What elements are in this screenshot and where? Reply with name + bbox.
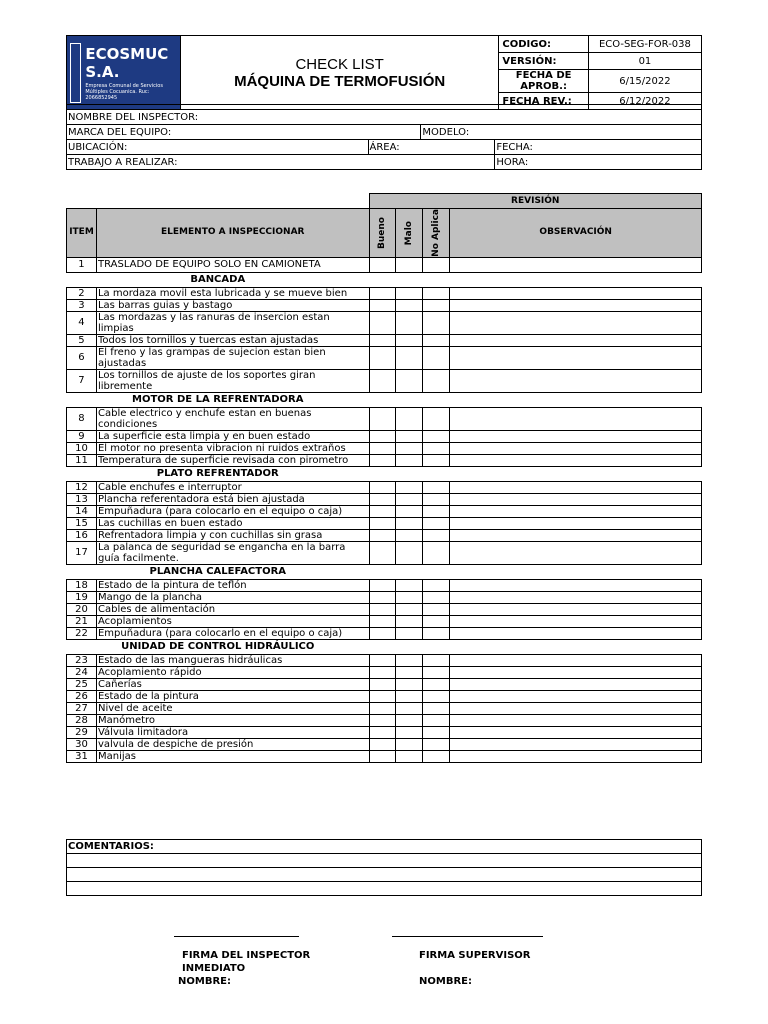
- item-text: Refrentadora limpia y con cuchillas sin grasa: [96, 529, 369, 541]
- check-noaplica[interactable]: [423, 654, 450, 666]
- check-bueno[interactable]: [369, 299, 396, 311]
- observation-cell[interactable]: [450, 541, 702, 564]
- check-malo[interactable]: [396, 257, 423, 272]
- item-text: Los tornillos de ajuste de los soportes giran libremente: [96, 369, 369, 392]
- fecha-rev-label: FECHA REV.:: [499, 93, 589, 110]
- comment-line[interactable]: [67, 854, 702, 868]
- check-malo[interactable]: [396, 481, 423, 493]
- item-text: Válvula limitadora: [96, 726, 369, 738]
- item-number: 26: [67, 690, 97, 702]
- check-malo[interactable]: [396, 726, 423, 738]
- item-number: 1: [67, 257, 97, 272]
- observation-cell[interactable]: [450, 454, 702, 466]
- check-malo[interactable]: [396, 346, 423, 369]
- check-bueno[interactable]: [369, 714, 396, 726]
- item-text: valvula de despiche de presión: [96, 738, 369, 750]
- section-spacer: [369, 272, 701, 287]
- table-row: [67, 529, 702, 541]
- check-bueno[interactable]: [369, 591, 396, 603]
- col-noaplica-label: No Aplica: [431, 209, 442, 257]
- check-noaplica[interactable]: [423, 287, 450, 299]
- check-noaplica[interactable]: [423, 442, 450, 454]
- table-row: [67, 430, 702, 442]
- check-noaplica[interactable]: [423, 750, 450, 762]
- section-row: [67, 272, 702, 287]
- modelo-field[interactable]: MODELO:: [421, 125, 702, 140]
- col-bueno-label: Bueno: [377, 216, 388, 249]
- marca-field[interactable]: MARCA DEL EQUIPO:: [67, 125, 421, 140]
- item-number: 12: [67, 481, 97, 493]
- check-noaplica[interactable]: [423, 493, 450, 505]
- check-malo[interactable]: [396, 714, 423, 726]
- item-text: Las barras guias y bastago: [96, 299, 369, 311]
- table-row: [67, 257, 702, 272]
- table-row: [67, 714, 702, 726]
- check-bueno[interactable]: [369, 454, 396, 466]
- observation-cell[interactable]: [450, 442, 702, 454]
- col-malo-label: Malo: [404, 220, 415, 246]
- check-malo[interactable]: [396, 454, 423, 466]
- item-text: Temperatura de superficie revisada con pirometro: [96, 454, 369, 466]
- check-bueno[interactable]: [369, 369, 396, 392]
- section-title: PLANCHA CALEFACTORA: [67, 564, 370, 579]
- check-noaplica[interactable]: [423, 678, 450, 690]
- check-noaplica[interactable]: [423, 299, 450, 311]
- check-noaplica[interactable]: [423, 666, 450, 678]
- inspector-field[interactable]: NOMBRE DEL INSPECTOR:: [67, 110, 702, 125]
- check-noaplica[interactable]: [423, 690, 450, 702]
- item-text: Estado de la pintura de teflón: [96, 579, 369, 591]
- table-row: [67, 493, 702, 505]
- check-noaplica[interactable]: [423, 407, 450, 430]
- title-line1: CHECK LIST: [295, 55, 384, 73]
- version-label: VERSIÓN:: [499, 53, 589, 70]
- observation-cell[interactable]: [450, 615, 702, 627]
- section-row: [67, 639, 702, 654]
- observation-cell[interactable]: [450, 678, 702, 690]
- observation-cell[interactable]: [450, 517, 702, 529]
- check-noaplica[interactable]: [423, 726, 450, 738]
- col-obs-header: OBSERVACIÓN: [450, 209, 702, 258]
- hora-field[interactable]: HORA:: [495, 155, 702, 170]
- table-row: [67, 505, 702, 517]
- item-number: 29: [67, 726, 97, 738]
- item-number: 16: [67, 529, 97, 541]
- section-row: [67, 564, 702, 579]
- check-malo[interactable]: [396, 287, 423, 299]
- item-number: 5: [67, 334, 97, 346]
- check-malo[interactable]: [396, 750, 423, 762]
- check-bueno[interactable]: [369, 430, 396, 442]
- check-bueno[interactable]: [369, 334, 396, 346]
- check-malo[interactable]: [396, 407, 423, 430]
- observation-cell[interactable]: [450, 287, 702, 299]
- check-bueno[interactable]: [369, 690, 396, 702]
- company-logo: [67, 36, 181, 110]
- check-malo[interactable]: [396, 505, 423, 517]
- check-noaplica[interactable]: [423, 257, 450, 272]
- table-row: [67, 726, 702, 738]
- table-row: [67, 690, 702, 702]
- check-malo[interactable]: [396, 678, 423, 690]
- observation-cell[interactable]: [450, 726, 702, 738]
- table-row: [67, 654, 702, 666]
- table-row: [67, 481, 702, 493]
- observation-cell[interactable]: [450, 591, 702, 603]
- table-row: [67, 407, 702, 430]
- observation-cell[interactable]: [450, 346, 702, 369]
- check-bueno[interactable]: [369, 666, 396, 678]
- check-noaplica[interactable]: [423, 702, 450, 714]
- item-text: Mango de la plancha: [96, 591, 369, 603]
- table-row: [67, 579, 702, 591]
- check-malo[interactable]: [396, 541, 423, 564]
- check-malo[interactable]: [396, 615, 423, 627]
- fecha-rev-value: 6/12/2022: [588, 93, 701, 110]
- comment-line[interactable]: [67, 882, 702, 896]
- table-row: [67, 442, 702, 454]
- section-title: UNIDAD DE CONTROL HIDRÁULICO: [67, 639, 370, 654]
- comment-line[interactable]: [67, 868, 702, 882]
- observation-cell[interactable]: [450, 311, 702, 334]
- item-number: 30: [67, 738, 97, 750]
- table-row: [67, 750, 702, 762]
- check-bueno[interactable]: [369, 579, 396, 591]
- check-noaplica[interactable]: [423, 369, 450, 392]
- check-bueno[interactable]: [369, 517, 396, 529]
- item-number: 28: [67, 714, 97, 726]
- item-text: Acoplamientos: [96, 615, 369, 627]
- section-spacer: [369, 564, 701, 579]
- item-number: 13: [67, 493, 97, 505]
- col-malo-header: [396, 209, 423, 258]
- check-noaplica[interactable]: [423, 615, 450, 627]
- observation-cell[interactable]: [450, 702, 702, 714]
- item-number: 19: [67, 591, 97, 603]
- item-number: 2: [67, 287, 97, 299]
- check-noaplica[interactable]: [423, 714, 450, 726]
- item-number: 8: [67, 407, 97, 430]
- supervisor-signature-block: [419, 949, 569, 988]
- trabajo-field[interactable]: TRABAJO A REALIZAR:: [67, 155, 495, 170]
- table-row: [67, 517, 702, 529]
- check-bueno[interactable]: [369, 603, 396, 615]
- title-line2: MÁQUINA DE TERMOFUSIÓN: [234, 72, 446, 90]
- item-text: La mordaza movil esta lubricada y se mueve bien: [96, 287, 369, 299]
- section-title: MOTOR DE LA REFRENTADORA: [67, 392, 370, 407]
- check-noaplica[interactable]: [423, 591, 450, 603]
- observation-cell[interactable]: [450, 627, 702, 639]
- supervisor-nombre-label: NOMBRE:: [419, 976, 472, 987]
- check-noaplica[interactable]: [423, 627, 450, 639]
- check-malo[interactable]: [396, 666, 423, 678]
- item-text: Estado de las mangueras hidráulicas: [96, 654, 369, 666]
- table-row: [67, 334, 702, 346]
- ubicacion-field[interactable]: UBICACIÓN:: [67, 140, 369, 155]
- check-malo[interactable]: [396, 299, 423, 311]
- supervisor-signature-label: FIRMA SUPERVISOR: [419, 950, 531, 961]
- table-row: [67, 454, 702, 466]
- item-text: Cable electrico y enchufe estan en buenas condiciones: [96, 407, 369, 430]
- check-bueno[interactable]: [369, 702, 396, 714]
- check-bueno[interactable]: [369, 287, 396, 299]
- item-text: Nivel de aceite: [96, 702, 369, 714]
- col-noaplica-header: [423, 209, 450, 258]
- document-title: [180, 36, 498, 110]
- item-text: La palanca de seguridad se engancha en la barra guía facilmente.: [96, 541, 369, 564]
- check-bueno[interactable]: [369, 678, 396, 690]
- check-malo[interactable]: [396, 702, 423, 714]
- section-spacer: [369, 392, 701, 407]
- item-text: Cañerías: [96, 678, 369, 690]
- check-bueno[interactable]: [369, 311, 396, 334]
- item-number: 23: [67, 654, 97, 666]
- item-number: 3: [67, 299, 97, 311]
- check-bueno[interactable]: [369, 346, 396, 369]
- observation-cell[interactable]: [450, 654, 702, 666]
- check-malo[interactable]: [396, 311, 423, 334]
- item-number: 6: [67, 346, 97, 369]
- section-title: BANCADA: [67, 272, 370, 287]
- col-item-header: ITEM: [67, 209, 97, 258]
- logo-text: ECOSMUC S.A.: [85, 44, 169, 81]
- item-text: Todos los tornillos y tuercas estan ajustadas: [96, 334, 369, 346]
- check-noaplica[interactable]: [423, 454, 450, 466]
- area-field[interactable]: ÁREA:: [368, 140, 495, 155]
- item-number: 27: [67, 702, 97, 714]
- item-text: TRASLADO DE EQUIPO SOLO EN CAMIONETA: [96, 257, 369, 272]
- check-noaplica[interactable]: [423, 738, 450, 750]
- check-noaplica[interactable]: [423, 603, 450, 615]
- inspector-signature-label: FIRMA DEL INSPECTOR INMEDIATO: [182, 950, 311, 974]
- item-number: 4: [67, 311, 97, 334]
- check-noaplica[interactable]: [423, 311, 450, 334]
- item-text: La superficie esta limpia y en buen estado: [96, 430, 369, 442]
- item-number: 25: [67, 678, 97, 690]
- check-bueno[interactable]: [369, 257, 396, 272]
- check-malo[interactable]: [396, 369, 423, 392]
- inspection-info: [66, 104, 702, 170]
- table-row: [67, 666, 702, 678]
- check-bueno[interactable]: [369, 726, 396, 738]
- fecha-aprob-value: 6/15/2022: [588, 70, 701, 93]
- observation-cell[interactable]: [450, 493, 702, 505]
- check-malo[interactable]: [396, 493, 423, 505]
- table-row: [67, 311, 702, 334]
- item-number: 21: [67, 615, 97, 627]
- item-number: 20: [67, 603, 97, 615]
- observation-cell[interactable]: [450, 529, 702, 541]
- observation-cell[interactable]: [450, 666, 702, 678]
- check-bueno[interactable]: [369, 541, 396, 564]
- item-number: 18: [67, 579, 97, 591]
- item-text: Manómetro: [96, 714, 369, 726]
- table-row: [67, 615, 702, 627]
- col-bueno-header: [369, 209, 396, 258]
- check-malo[interactable]: [396, 627, 423, 639]
- item-number: 9: [67, 430, 97, 442]
- check-bueno[interactable]: [369, 654, 396, 666]
- comments-section: [66, 839, 702, 896]
- check-bueno[interactable]: [369, 505, 396, 517]
- check-noaplica[interactable]: [423, 481, 450, 493]
- logo-mark-icon: [70, 43, 81, 103]
- item-text: Empuñadura (para colocarlo en el equipo o caja): [96, 505, 369, 517]
- check-bueno[interactable]: [369, 529, 396, 541]
- check-bueno[interactable]: [369, 627, 396, 639]
- item-number: 14: [67, 505, 97, 517]
- check-bueno[interactable]: [369, 738, 396, 750]
- item-number: 15: [67, 517, 97, 529]
- comments-label: COMENTARIOS:: [67, 840, 702, 854]
- item-number: 7: [67, 369, 97, 392]
- table-row: [67, 702, 702, 714]
- check-bueno[interactable]: [369, 750, 396, 762]
- observation-cell[interactable]: [450, 750, 702, 762]
- table-row: [67, 591, 702, 603]
- table-row: [67, 299, 702, 311]
- observation-cell[interactable]: [450, 603, 702, 615]
- item-number: 24: [67, 666, 97, 678]
- codigo-value: ECO-SEG-FOR-038: [588, 36, 701, 53]
- inspector-signature-line: [174, 936, 299, 937]
- item-text: El freno y las grampas de sujecion estan bien ajustadas: [96, 346, 369, 369]
- observation-cell[interactable]: [450, 714, 702, 726]
- check-malo[interactable]: [396, 654, 423, 666]
- check-malo[interactable]: [396, 603, 423, 615]
- section-row: [67, 466, 702, 481]
- item-text: Manijas: [96, 750, 369, 762]
- item-text: Estado de la pintura: [96, 690, 369, 702]
- check-malo[interactable]: [396, 591, 423, 603]
- section-spacer: [369, 466, 701, 481]
- section-spacer: [369, 639, 701, 654]
- document-header: [66, 35, 702, 110]
- version-value: 01: [588, 53, 701, 70]
- check-malo[interactable]: [396, 430, 423, 442]
- check-noaplica[interactable]: [423, 529, 450, 541]
- item-number: 11: [67, 454, 97, 466]
- observation-cell[interactable]: [450, 369, 702, 392]
- revision-header: REVISIÓN: [369, 194, 701, 209]
- check-malo[interactable]: [396, 442, 423, 454]
- item-text: Las mordazas y las ranuras de insercion estan limpias: [96, 311, 369, 334]
- observation-cell[interactable]: [450, 579, 702, 591]
- item-text: Cables de alimentación: [96, 603, 369, 615]
- check-noaplica[interactable]: [423, 541, 450, 564]
- section-title: PLATO REFRENTADOR: [67, 466, 370, 481]
- check-noaplica[interactable]: [423, 430, 450, 442]
- table-row: [67, 346, 702, 369]
- table-row: [67, 678, 702, 690]
- inspector-nombre-label: NOMBRE:: [178, 976, 231, 987]
- item-text: Cable enchufes e interruptor: [96, 481, 369, 493]
- check-bueno[interactable]: [369, 407, 396, 430]
- observation-cell[interactable]: [450, 505, 702, 517]
- check-noaplica[interactable]: [423, 346, 450, 369]
- check-bueno[interactable]: [369, 615, 396, 627]
- check-malo[interactable]: [396, 579, 423, 591]
- check-noaplica[interactable]: [423, 505, 450, 517]
- check-malo[interactable]: [396, 738, 423, 750]
- item-number: 31: [67, 750, 97, 762]
- col-elemento-header: ELEMENTO A INSPECCIONAR: [96, 209, 369, 258]
- fecha-field[interactable]: FECHA:: [495, 140, 702, 155]
- fecha-aprob-label: FECHA DE APROB.:: [499, 70, 589, 93]
- check-noaplica[interactable]: [423, 517, 450, 529]
- table-row: [67, 287, 702, 299]
- check-malo[interactable]: [396, 690, 423, 702]
- check-bueno[interactable]: [369, 481, 396, 493]
- observation-cell[interactable]: [450, 430, 702, 442]
- inspector-signature-block: [174, 949, 344, 988]
- check-noaplica[interactable]: [423, 579, 450, 591]
- item-number: 10: [67, 442, 97, 454]
- check-malo[interactable]: [396, 517, 423, 529]
- table-row: [67, 627, 702, 639]
- checklist-table: [66, 193, 702, 763]
- codigo-label: CODIGO:: [499, 36, 589, 53]
- item-text: Acoplamiento rápido: [96, 666, 369, 678]
- check-malo[interactable]: [396, 529, 423, 541]
- observation-cell[interactable]: [450, 299, 702, 311]
- observation-cell[interactable]: [450, 481, 702, 493]
- check-malo[interactable]: [396, 334, 423, 346]
- item-text: Empuñadura (para colocarlo en el equipo o caja): [96, 627, 369, 639]
- table-row: [67, 369, 702, 392]
- table-row: [67, 738, 702, 750]
- observation-cell[interactable]: [450, 407, 702, 430]
- check-noaplica[interactable]: [423, 334, 450, 346]
- logo-subtext: Empresa Comunal de Servicios Múltiples Cocuanica. Ruc: 2066852945: [85, 82, 163, 101]
- table-row: [67, 603, 702, 615]
- item-text: Las cuchillas en buen estado: [96, 517, 369, 529]
- section-row: [67, 392, 702, 407]
- observation-cell[interactable]: [450, 334, 702, 346]
- observation-cell[interactable]: [450, 690, 702, 702]
- supervisor-signature-line: [392, 936, 543, 937]
- table-row: [67, 541, 702, 564]
- item-number: 22: [67, 627, 97, 639]
- observation-cell[interactable]: [450, 257, 702, 272]
- check-bueno[interactable]: [369, 442, 396, 454]
- observation-cell[interactable]: [450, 738, 702, 750]
- item-text: El motor no presenta vibracion ni ruidos extraños: [96, 442, 369, 454]
- item-number: 17: [67, 541, 97, 564]
- item-text: Plancha referentadora está bien ajustada: [96, 493, 369, 505]
- check-bueno[interactable]: [369, 493, 396, 505]
